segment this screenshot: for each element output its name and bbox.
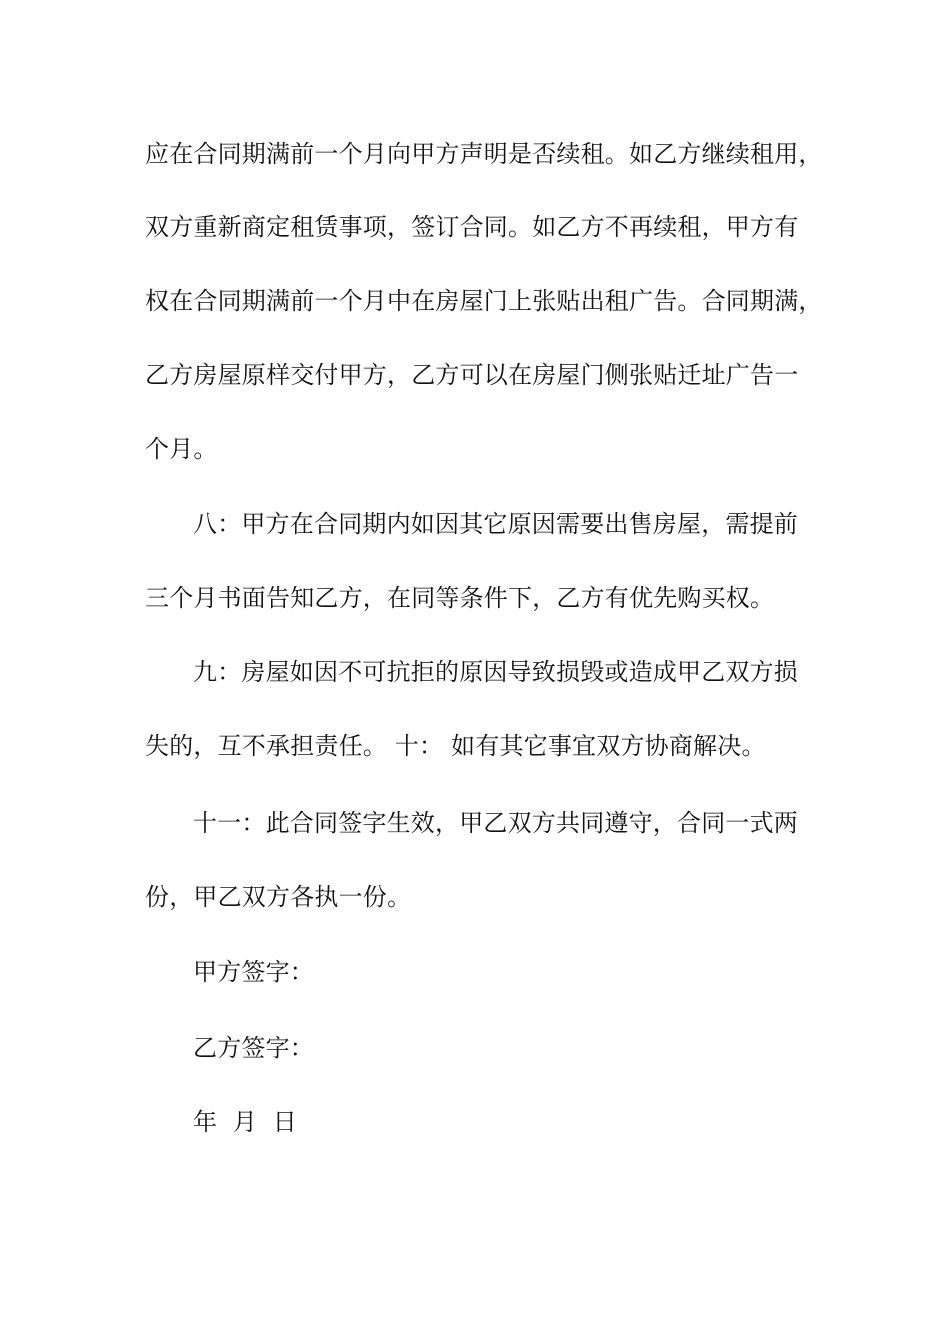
paragraph-line: 个月。: [145, 435, 218, 463]
paragraph-line: 双方重新商定租赁事项，签订合同。如乙方不再续租，甲方有: [145, 213, 799, 241]
clause-8-line: 八：甲方在合同期内如因其它原因需要出售房屋，需提前: [193, 510, 798, 538]
paragraph-line: 应在合同期满前一个月向甲方声明是否续租。如乙方继续租用，: [145, 140, 823, 168]
clause-9-line: 九：房屋如因不可抗拒的原因导致损毁或造成甲乙双方损: [193, 658, 798, 686]
paragraph-line: 乙方房屋原样交付甲方，乙方可以在房屋门侧张贴迁址广告一: [145, 361, 799, 389]
paragraph-line: 失的，互不承担责任。 十： 如有其它事宜双方协商解决。: [145, 732, 766, 760]
clause-11-line: 十一：此合同签字生效，甲乙双方共同遵守，合同一式两: [193, 809, 798, 837]
paragraph-line: 三个月书面告知乙方，在同等条件下，乙方有优先购买权。: [145, 584, 775, 612]
paragraph-line: 权在合同期满前一个月中在房屋门上张贴出租广告。合同期满，: [145, 287, 823, 315]
paragraph-line: 份，甲乙双方各执一份。: [145, 883, 412, 911]
party-b-signature-label: 乙方签字：: [193, 1034, 314, 1062]
date-line: 年 月 日: [193, 1108, 297, 1136]
party-a-signature-label: 甲方签字：: [193, 958, 314, 986]
